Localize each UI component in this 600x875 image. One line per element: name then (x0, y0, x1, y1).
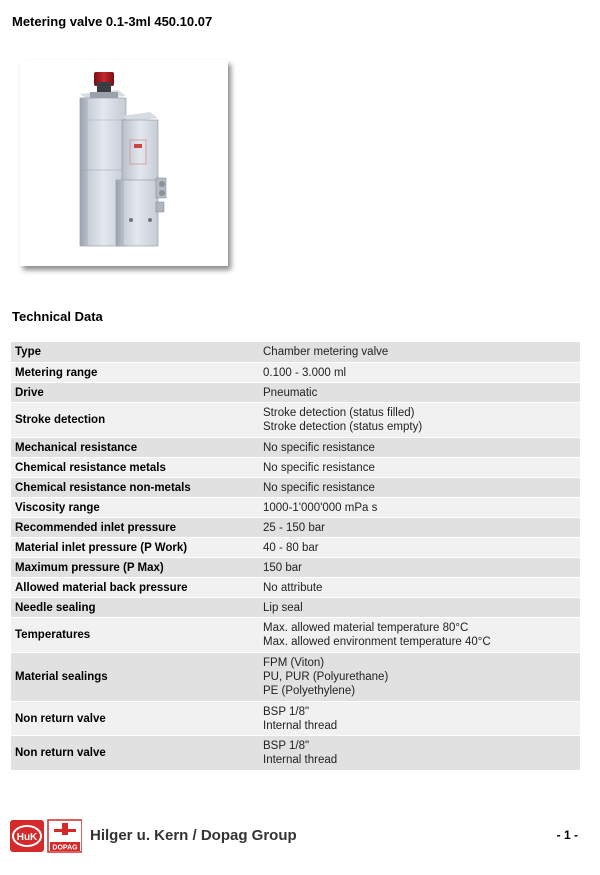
table-row (11, 458, 580, 477)
row-value-line: Stroke detection (status empty) (263, 421, 423, 433)
company-logo (10, 818, 82, 854)
row-label: Non return valve (11, 702, 259, 735)
table-row (11, 558, 580, 577)
row-value (259, 403, 580, 437)
row-value (259, 653, 580, 701)
row-value-line: 1000-1'000'000 mPa s (263, 501, 378, 514)
row-label: Drive (11, 383, 259, 402)
row-value-line: Pneumatic (263, 386, 318, 399)
row-value-line: Stroke detection (status filled) (263, 407, 415, 419)
document-title: Metering valve 0.1-3ml 450.10.07 (12, 14, 213, 29)
row-label: Viscosity range (11, 498, 259, 517)
table-row (11, 478, 580, 497)
row-value (259, 383, 580, 402)
row-value-line: BSP 1/8" (263, 740, 310, 752)
row-label: Non return valve (11, 736, 259, 770)
section-title: Technical Data (12, 309, 103, 324)
row-label: Stroke detection (11, 403, 259, 437)
product-image (20, 60, 228, 266)
row-value (259, 598, 580, 617)
row-value-line: Max. allowed environment temperature 40°C (263, 636, 491, 648)
row-label: Maximum pressure (P Max) (11, 558, 259, 577)
row-value (259, 438, 580, 457)
svg-text:HuK: HuK (16, 832, 38, 843)
row-value (259, 736, 580, 770)
table-row (11, 702, 580, 735)
row-value (259, 363, 580, 382)
row-label: Allowed material back pressure (11, 578, 259, 597)
row-value-line: BSP 1/8" (263, 705, 310, 718)
table-row (11, 342, 580, 362)
row-value-line: 150 bar (263, 561, 303, 574)
row-value-line: No specific resistance (263, 481, 375, 494)
table-row (11, 736, 580, 770)
row-value (259, 458, 580, 477)
row-label: Type (11, 342, 259, 362)
technical-data-table (11, 341, 580, 771)
svg-text:DOPAG: DOPAG (52, 844, 78, 852)
row-value-line: No specific resistance (263, 441, 375, 454)
table-row (11, 518, 580, 537)
row-value-line: Chamber metering valve (263, 346, 389, 358)
row-value (259, 498, 580, 517)
row-label: Needle sealing (11, 598, 259, 617)
row-label: Material inlet pressure (P Work) (11, 538, 259, 557)
table-row (11, 618, 580, 652)
row-label: Recommended inlet pressure (11, 518, 259, 537)
metering-valve-illustration (20, 60, 228, 266)
row-value (259, 618, 580, 652)
row-value (259, 478, 580, 497)
row-value-line: PE (Polyethylene) (263, 685, 356, 697)
company-name: Hilger u. Kern / Dopag Group (90, 827, 297, 844)
row-value-line: 25 - 150 bar (263, 521, 326, 534)
table-row (11, 538, 580, 557)
table-row (11, 598, 580, 617)
table-row (11, 383, 580, 402)
row-value (259, 538, 580, 557)
table-row (11, 403, 580, 437)
row-value (259, 518, 580, 537)
row-label: Mechanical resistance (11, 438, 259, 457)
row-value-line: PU, PUR (Polyurethane) (263, 671, 389, 683)
row-label: Temperatures (11, 618, 259, 652)
row-label: Chemical resistance non-metals (11, 478, 259, 497)
table-row (11, 363, 580, 382)
page-number: - 1 - (556, 828, 578, 842)
row-value-line: Max. allowed material temperature 80°C (263, 622, 469, 634)
table-row (11, 578, 580, 597)
row-value-line: Lip seal (263, 601, 303, 614)
row-label: Material sealings (11, 653, 259, 701)
row-value-line: Internal thread (263, 719, 338, 732)
row-value-line: No attribute (263, 581, 323, 594)
row-value-line: FPM (Viton) (263, 657, 325, 669)
row-value-line: Internal thread (263, 754, 338, 766)
table-row (11, 653, 580, 701)
row-value (259, 342, 580, 362)
row-value-line: 0.100 - 3.000 ml (263, 366, 347, 379)
row-value-line: 40 - 80 bar (263, 541, 319, 554)
table-row (11, 498, 580, 517)
row-value (259, 578, 580, 597)
row-value (259, 558, 580, 577)
row-value-line: No specific resistance (263, 461, 375, 474)
row-label: Chemical resistance metals (11, 458, 259, 477)
row-value (259, 702, 580, 735)
table-row (11, 438, 580, 457)
row-label: Metering range (11, 363, 259, 382)
